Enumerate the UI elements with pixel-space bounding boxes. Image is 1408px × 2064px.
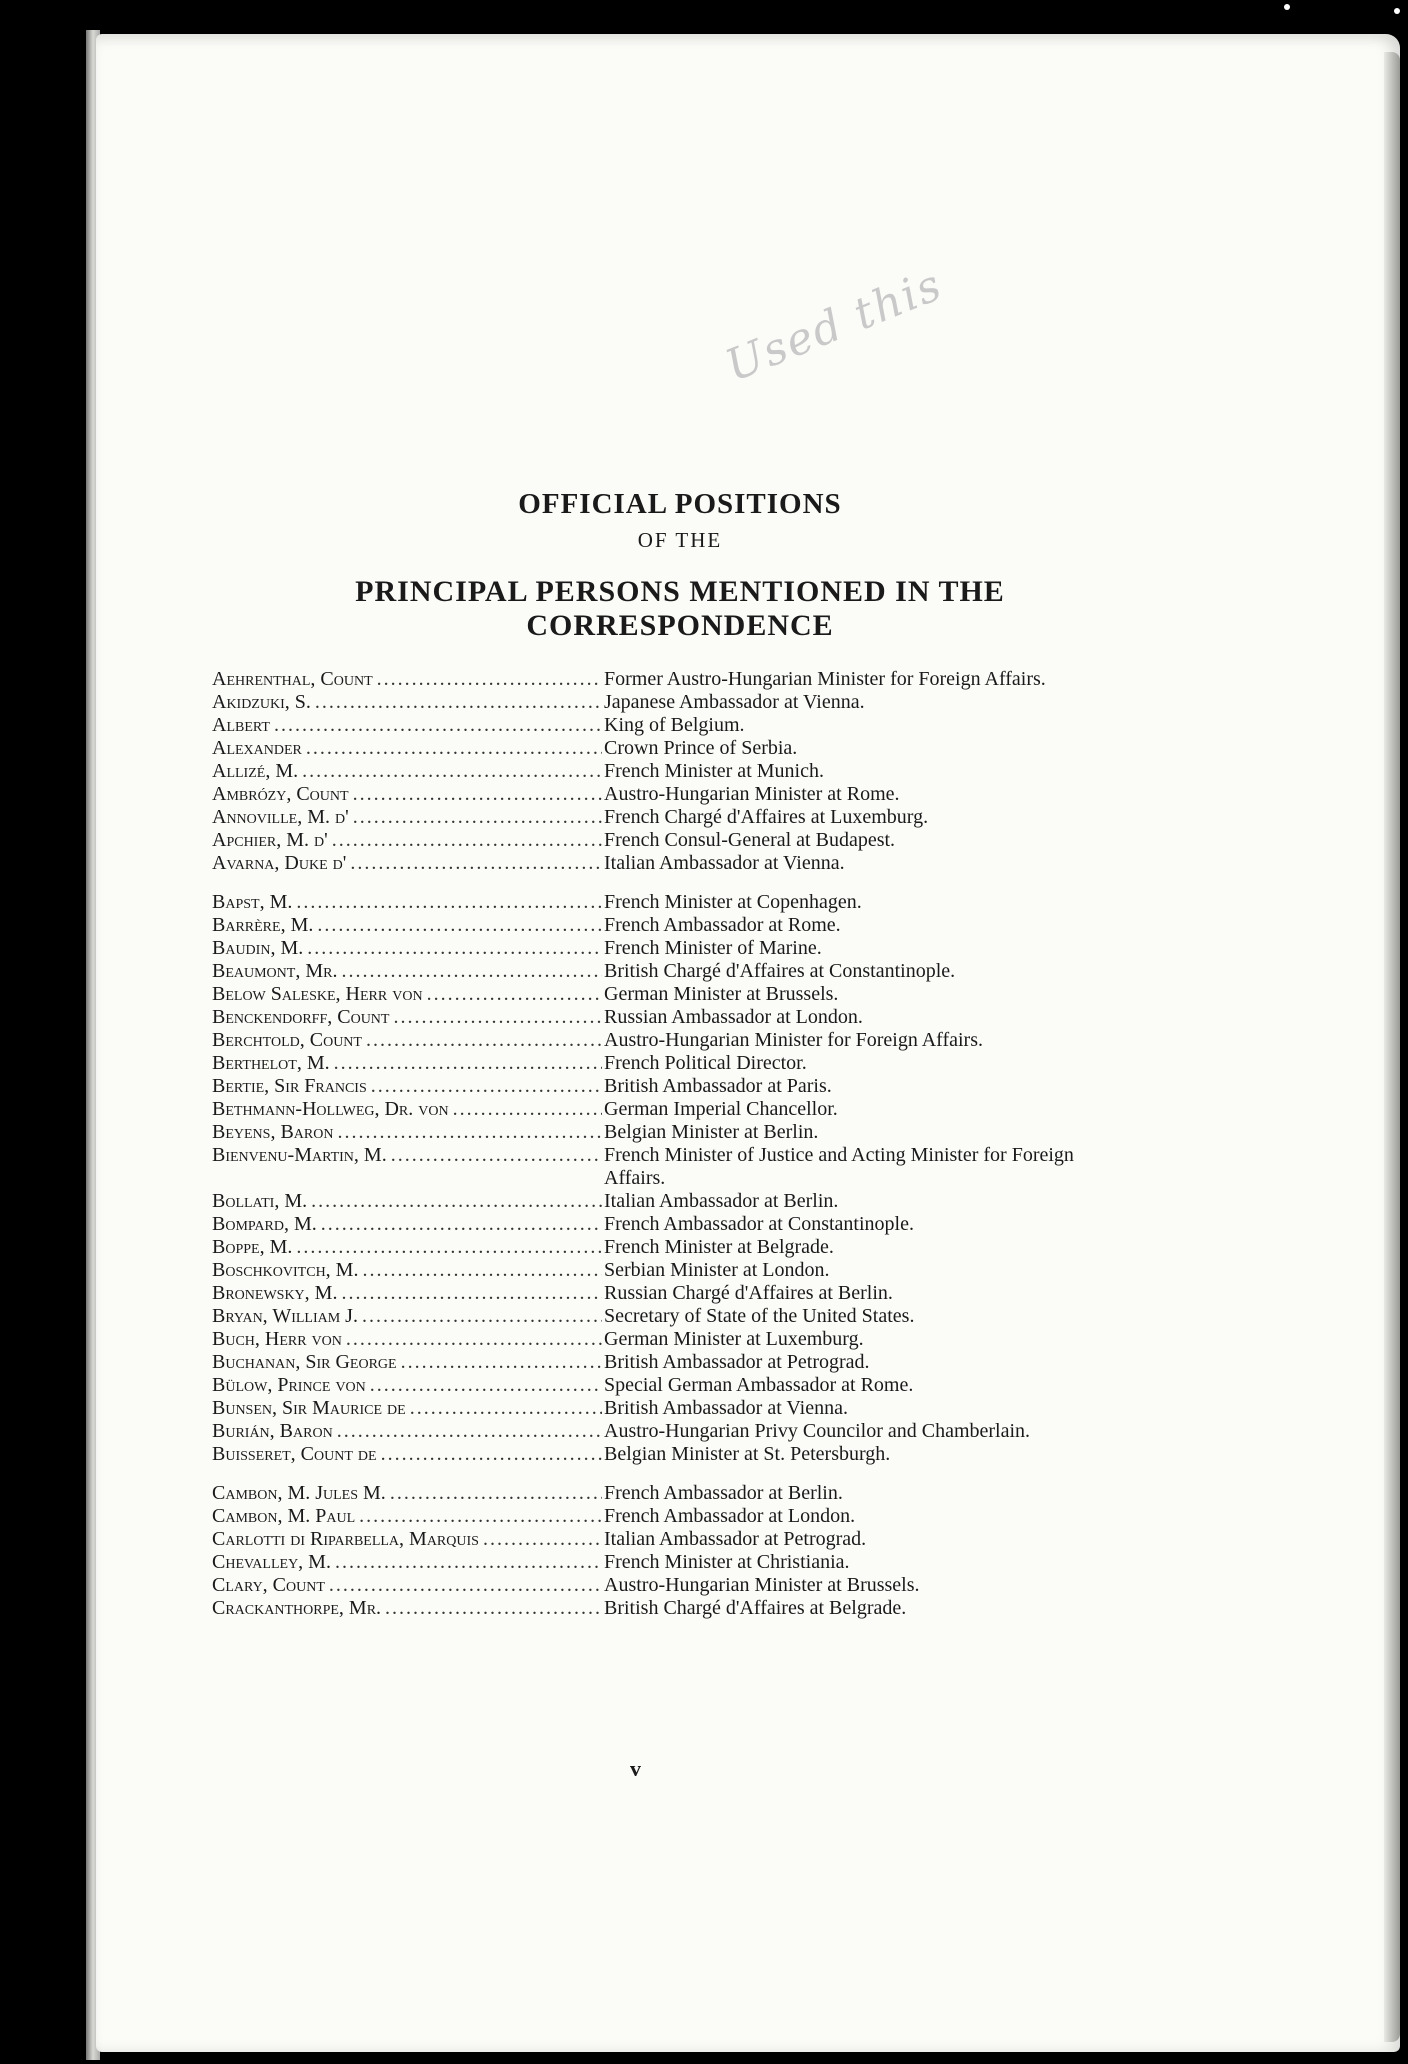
dot-leader — [274, 714, 602, 737]
official-position: French Minister at Munich. — [604, 760, 824, 782]
person-name-cell — [212, 1236, 602, 1259]
person-name: Bollati, M. — [212, 1190, 308, 1212]
person-entry — [212, 1443, 1112, 1466]
person-entry — [212, 1144, 1112, 1190]
person-name-cell — [212, 1420, 602, 1443]
person-name: Berthelot, M. — [212, 1052, 330, 1074]
person-entry — [212, 1236, 1112, 1259]
official-position: Belgian Minister at St. Petersburgh. — [604, 1443, 891, 1465]
dot-leader — [359, 1505, 602, 1528]
dot-leader — [306, 737, 602, 760]
official-position: German Imperial Chancellor. — [604, 1098, 838, 1120]
official-position: British Chargé d'Affaires at Belgrade. — [604, 1597, 907, 1619]
official-position: Crown Prince of Serbia. — [604, 737, 798, 759]
dot-leader — [337, 1121, 602, 1144]
person-entry — [212, 891, 1112, 914]
person-entry — [212, 1259, 1112, 1282]
dot-leader — [329, 1574, 602, 1597]
person-name-cell — [212, 1597, 602, 1620]
person-name: Benckendorff, Count — [212, 1006, 390, 1028]
official-position: French Ambassador at Rome. — [604, 914, 841, 936]
dot-leader — [307, 937, 602, 960]
person-name-cell — [212, 1190, 602, 1213]
dot-leader — [427, 983, 602, 1006]
entry-group — [212, 1482, 1112, 1620]
heading-line-1: OFFICIAL POSITIONS — [518, 488, 842, 520]
dot-leader — [393, 1006, 602, 1029]
dot-leader — [317, 914, 602, 937]
official-position: Russian Ambassador at London. — [604, 1006, 863, 1028]
dot-leader — [483, 1528, 602, 1551]
official-position: French Ambassador at Berlin. — [604, 1482, 843, 1504]
person-name-cell — [212, 1397, 602, 1420]
person-name-cell — [212, 1574, 602, 1597]
person-name: Bapst, M. — [212, 891, 293, 913]
dot-leader — [341, 1282, 602, 1305]
person-entry — [212, 1029, 1112, 1052]
person-entry — [212, 983, 1112, 1006]
person-entry — [212, 1505, 1112, 1528]
dot-leader — [334, 1052, 602, 1075]
person-name: Beyens, Baron — [212, 1121, 334, 1143]
person-name-cell — [212, 1505, 602, 1528]
person-name-cell — [212, 1528, 602, 1551]
official-position: Austro-Hungarian Privy Councilor and Chamberlain. — [604, 1420, 1031, 1442]
official-position: French Minister at Belgrade. — [604, 1236, 834, 1258]
person-name-cell — [212, 691, 602, 714]
official-position: Former Austro-Hungarian Minister for Foreign Affairs. — [604, 668, 1046, 690]
person-name-cell — [212, 1551, 602, 1574]
person-name: Below Saleske, Herr von — [212, 983, 423, 1005]
dot-leader — [335, 1551, 602, 1574]
official-position: British Chargé d'Affaires at Constantinople. — [604, 960, 956, 982]
dot-leader — [401, 1351, 602, 1374]
person-name-cell — [212, 1482, 602, 1505]
dot-leader — [332, 829, 602, 852]
persons-list — [212, 668, 1112, 1636]
dot-leader — [390, 1482, 602, 1505]
person-entry — [212, 1551, 1112, 1574]
person-name: Buchanan, Sir George — [212, 1351, 397, 1373]
scan-speck — [1394, 8, 1400, 14]
person-entry — [212, 668, 1112, 691]
official-position: Japanese Ambassador at Vienna. — [604, 691, 865, 713]
person-entry — [212, 1597, 1112, 1620]
dot-leader — [337, 1420, 602, 1443]
person-name: Burián, Baron — [212, 1420, 333, 1442]
page-number: v — [630, 1756, 641, 1781]
dot-leader — [391, 1144, 602, 1167]
person-name-cell — [212, 1443, 602, 1466]
dot-leader — [353, 806, 602, 829]
official-position: French Consul-General at Budapest. — [604, 829, 896, 851]
person-name: Cambon, M. Paul — [212, 1505, 356, 1527]
official-position: British Ambassador at Vienna. — [604, 1397, 848, 1419]
official-position: Serbian Minister at London. — [604, 1259, 830, 1281]
person-name: Cambon, M. Jules M. — [212, 1482, 386, 1504]
person-entry — [212, 914, 1112, 937]
dot-leader — [377, 668, 602, 691]
scan-speck — [1284, 4, 1290, 10]
official-position: British Ambassador at Petrograd. — [604, 1351, 870, 1373]
person-entry — [212, 1328, 1112, 1351]
official-position: French Minister at Christiania. — [604, 1551, 850, 1573]
person-name: Baudin, M. — [212, 937, 304, 959]
person-name: Boschkovitch, M. — [212, 1259, 359, 1281]
dot-leader — [296, 891, 602, 914]
dot-leader — [302, 760, 602, 783]
person-name: Boppe, M. — [212, 1236, 293, 1258]
handwritten-pencil-note: Used this — [718, 259, 950, 392]
person-name-cell — [212, 1213, 602, 1236]
person-entry — [212, 737, 1112, 760]
dot-leader — [381, 1443, 602, 1466]
official-position: French Political Director. — [604, 1052, 807, 1074]
person-entry — [212, 960, 1112, 983]
entry-group — [212, 891, 1112, 1466]
person-entry — [212, 1374, 1112, 1397]
person-name-cell — [212, 1282, 602, 1305]
person-name: Berchtold, Count — [212, 1029, 362, 1051]
person-name-cell — [212, 1144, 602, 1167]
person-entry — [212, 1482, 1112, 1505]
person-entry — [212, 806, 1112, 829]
person-name: Bunsen, Sir Maurice de — [212, 1397, 406, 1419]
person-entry — [212, 760, 1112, 783]
person-name: Clary, Count — [212, 1574, 325, 1596]
person-name-cell — [212, 806, 602, 829]
person-name-cell — [212, 1006, 602, 1029]
person-name: Bethmann-Hollweg, Dr. von — [212, 1098, 449, 1120]
dot-leader — [362, 1259, 602, 1282]
person-entry — [212, 691, 1112, 714]
person-entry — [212, 1121, 1112, 1144]
person-name-cell — [212, 1098, 602, 1121]
official-position: Austro-Hungarian Minister at Brussels. — [604, 1574, 920, 1596]
person-name-cell — [212, 960, 602, 983]
dot-leader — [353, 783, 602, 806]
person-entry — [212, 1213, 1112, 1236]
official-position: French Minister of Marine. — [604, 937, 822, 959]
person-name: Chevalley, M. — [212, 1551, 331, 1573]
person-name-cell — [212, 668, 602, 691]
dot-leader — [362, 1305, 602, 1328]
person-name: Carlotti di Riparbella, Marquis — [212, 1528, 479, 1550]
person-name: Buch, Herr von — [212, 1328, 342, 1350]
person-name: Akidzuki, S. — [212, 691, 311, 713]
person-name-cell — [212, 783, 602, 806]
person-entry — [212, 783, 1112, 806]
official-position: French Chargé d'Affaires at Luxemburg. — [604, 806, 929, 828]
official-position: Italian Ambassador at Vienna. — [604, 852, 845, 874]
dot-leader — [315, 691, 602, 714]
person-name: Alexander — [212, 737, 302, 759]
heading-line-3 — [300, 575, 1060, 643]
person-name-cell — [212, 937, 602, 960]
person-name-cell — [212, 737, 602, 760]
person-name-cell — [212, 983, 602, 1006]
person-name: Bompard, M. — [212, 1213, 317, 1235]
person-name-cell — [212, 714, 602, 737]
person-entry — [212, 829, 1112, 852]
person-name: Bronewsky, M. — [212, 1282, 338, 1304]
person-name-cell — [212, 760, 602, 783]
person-name: Annoville, M. d' — [212, 806, 349, 828]
official-position: German Minister at Brussels. — [604, 983, 839, 1005]
official-position: Italian Ambassador at Petrograd. — [604, 1528, 867, 1550]
official-position: French Minister at Copenhagen. — [604, 891, 862, 913]
person-entry — [212, 1574, 1112, 1597]
dot-leader — [321, 1213, 602, 1236]
dot-leader — [350, 852, 602, 875]
person-entry — [212, 1006, 1112, 1029]
heading-line-2: OF THE — [637, 528, 723, 552]
person-name: Bryan, William J. — [212, 1305, 358, 1327]
official-position: French Ambassador at London. — [604, 1505, 856, 1527]
person-entry — [212, 1397, 1112, 1420]
dot-leader — [370, 1374, 602, 1397]
person-entry — [212, 1420, 1112, 1443]
person-entry — [212, 1052, 1112, 1075]
person-name-cell — [212, 1075, 602, 1098]
official-position: Belgian Minister at Berlin. — [604, 1121, 819, 1143]
person-entry — [212, 1075, 1112, 1098]
person-name-cell — [212, 891, 602, 914]
dot-leader — [410, 1397, 602, 1420]
person-entry — [212, 1282, 1112, 1305]
entry-group — [212, 668, 1112, 875]
person-name: Ambrózy, Count — [212, 783, 349, 805]
person-name-cell — [212, 829, 602, 852]
person-name-cell — [212, 1259, 602, 1282]
person-entry — [212, 714, 1112, 737]
person-name-cell — [212, 1052, 602, 1075]
dot-leader — [296, 1236, 602, 1259]
official-position: Russian Chargé d'Affaires at Berlin. — [604, 1282, 893, 1304]
dot-leader — [341, 960, 602, 983]
person-name: Aehrenthal, Count — [212, 668, 373, 690]
person-name-cell — [212, 914, 602, 937]
official-position: Secretary of State of the United States. — [604, 1305, 915, 1327]
person-name: Crackanthorpe, Mr. — [212, 1597, 382, 1619]
official-position: Italian Ambassador at Berlin. — [604, 1190, 839, 1212]
dot-leader — [311, 1190, 602, 1213]
official-position: Austro-Hungarian Minister at Rome. — [604, 783, 900, 805]
person-entry — [212, 852, 1112, 875]
person-entry — [212, 1098, 1112, 1121]
page-edge — [1384, 52, 1400, 2042]
person-name: Albert — [212, 714, 270, 736]
person-name-cell — [212, 1029, 602, 1052]
person-name: Bertie, Sir Francis — [212, 1075, 367, 1097]
person-name-cell — [212, 1374, 602, 1397]
dot-leader — [346, 1328, 602, 1351]
person-name: Allizé, M. — [212, 760, 299, 782]
person-entry — [212, 1528, 1112, 1551]
person-name-cell — [212, 1121, 602, 1144]
dot-leader — [385, 1597, 602, 1620]
dot-leader — [453, 1098, 602, 1121]
person-name: Buisseret, Count de — [212, 1443, 377, 1465]
person-name-cell — [212, 1305, 602, 1328]
person-entry — [212, 1351, 1112, 1374]
heading-line-4-text: CORRESPONDENCE — [526, 609, 834, 642]
heading-line-3-text: PRINCIPAL PERSONS MENTIONED IN THE — [355, 575, 1005, 608]
official-position: Austro-Hungarian Minister for Foreign Affairs. — [604, 1029, 984, 1051]
official-position: British Ambassador at Paris. — [604, 1075, 832, 1097]
dot-leader — [366, 1029, 602, 1052]
person-name: Avarna, Duke d' — [212, 852, 347, 874]
official-position: French Minister of Justice and Acting Minister for Foreign Affairs. — [604, 1144, 1074, 1189]
person-name: Bülow, Prince von — [212, 1374, 366, 1396]
official-position: Special German Ambassador at Rome. — [604, 1374, 914, 1396]
person-name-cell — [212, 852, 602, 875]
official-position: King of Belgium. — [604, 714, 745, 736]
person-name-cell — [212, 1351, 602, 1374]
dot-leader — [371, 1075, 602, 1098]
official-position: French Ambassador at Constantinople. — [604, 1213, 914, 1235]
person-name-cell — [212, 1328, 602, 1351]
person-name: Beaumont, Mr. — [212, 960, 338, 982]
person-name: Bienvenu-Martin, M. — [212, 1144, 387, 1166]
person-name: Apchier, M. d' — [212, 829, 328, 851]
person-entry — [212, 1305, 1112, 1328]
person-name: Barrère, M. — [212, 914, 314, 936]
person-entry — [212, 1190, 1112, 1213]
official-position: German Minister at Luxemburg. — [604, 1328, 864, 1350]
person-entry — [212, 937, 1112, 960]
